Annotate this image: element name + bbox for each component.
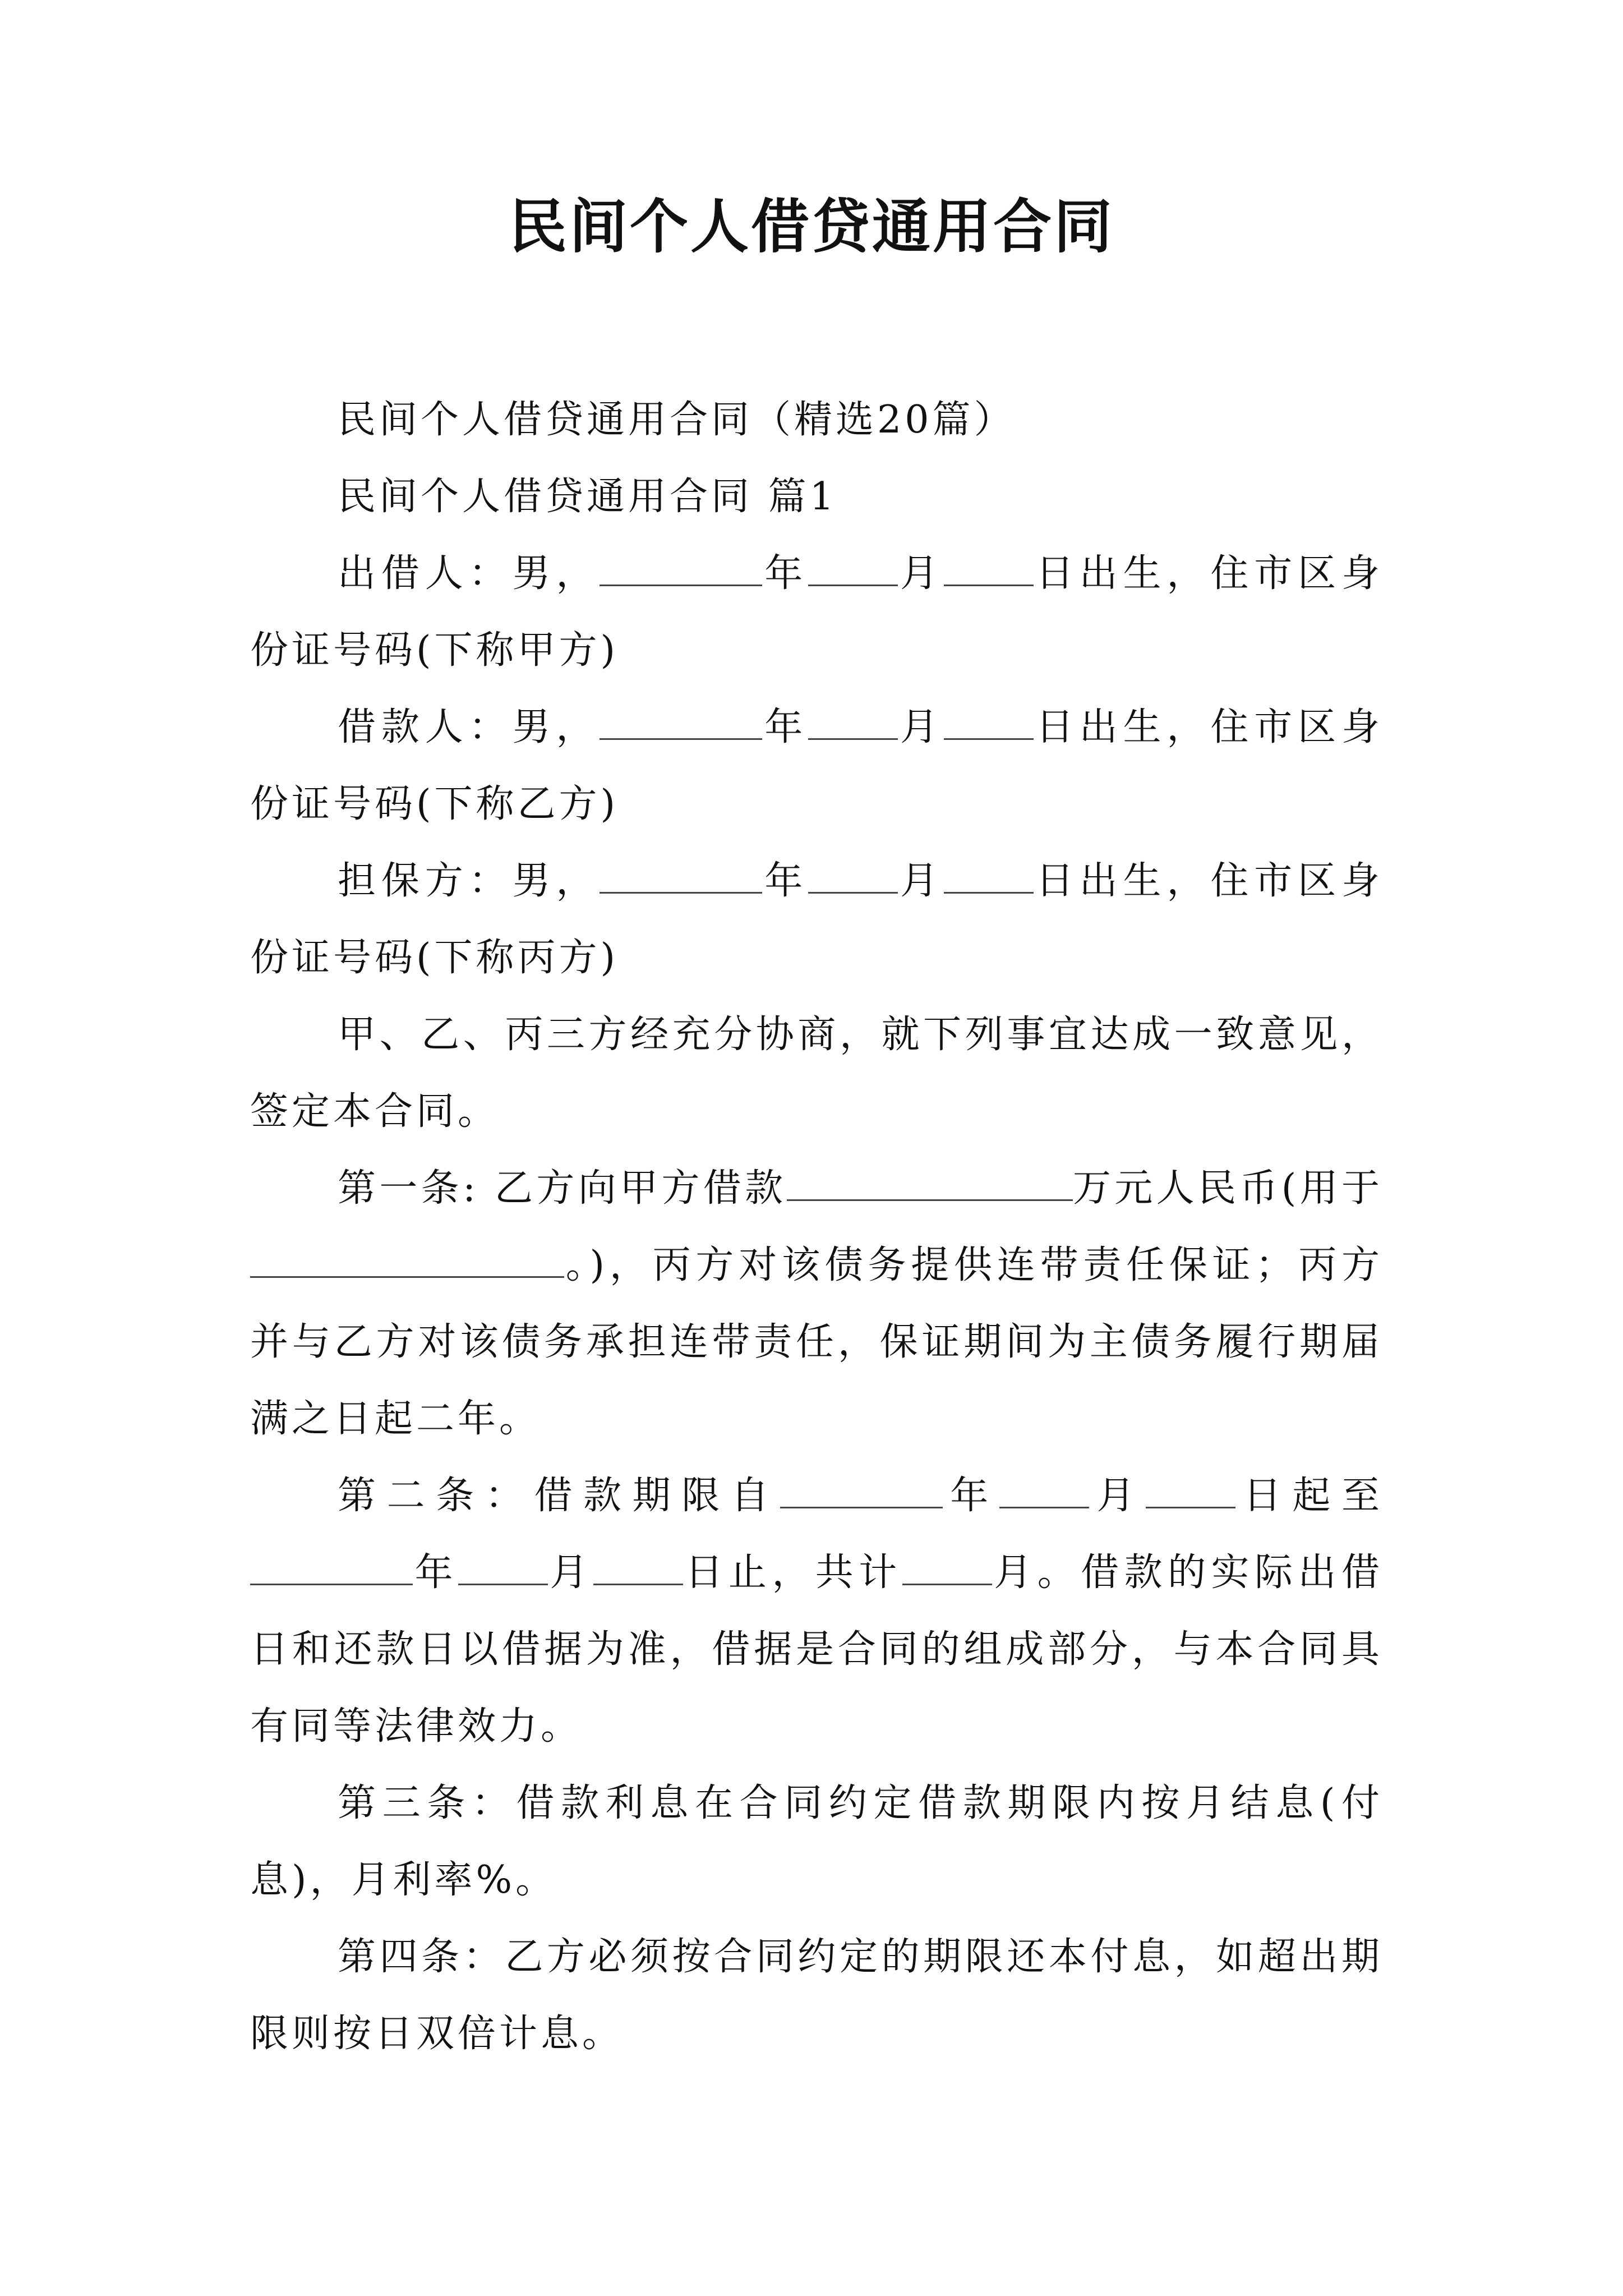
guarantor-day-text: 日出生，住市区身份证号码(下称丙方) — [250, 859, 1383, 980]
guarantor-paragraph — [250, 843, 1383, 996]
lender-month-text: 月 — [898, 551, 944, 596]
article-2-part-2: 年 — [942, 1474, 999, 1518]
end-day-blank — [593, 1550, 683, 1585]
loan-purpose-blank — [250, 1243, 564, 1278]
article-1 — [250, 1150, 1383, 1457]
document-body — [250, 381, 1383, 2072]
document-subtitle: 民间个人借贷通用合同（精选20篇） — [338, 398, 1016, 442]
start-year-blank — [780, 1473, 943, 1508]
start-day-blank — [1146, 1473, 1235, 1508]
guarantor-day-blank — [944, 858, 1034, 894]
article-2-part-4: 日起至 — [1235, 1474, 1383, 1518]
borrower-month-blank — [808, 705, 898, 740]
article-3: 第三条：借款利息在合同约定借款期限内按月结息(付息)，月利率%。 — [250, 1781, 1383, 1902]
article-2-part-8: 月。借款的实际出借日和还款日以借据为准，借据是合同的组成部分，与本合同具有同等法律效力。 — [250, 1550, 1383, 1749]
lender-paragraph — [250, 535, 1383, 689]
total-months-blank — [902, 1550, 992, 1585]
article-2-part-6: 月 — [547, 1550, 593, 1595]
article-2-part-3: 月 — [1089, 1474, 1146, 1518]
end-month-blank — [458, 1550, 548, 1585]
guarantor-label: 担保方：男， — [338, 859, 600, 903]
article-2-part-7: 日止，共计 — [683, 1550, 902, 1595]
article-2-part-5: 年 — [413, 1550, 458, 1595]
lender-day-text: 日出生，住市区身份证号码(下称甲方) — [250, 551, 1383, 673]
lender-month-blank — [808, 551, 898, 586]
document-title: 民间个人借贷通用合同 — [508, 192, 1114, 261]
guarantor-year-blank — [600, 858, 762, 894]
lender-label: 出借人：男， — [338, 551, 600, 596]
section-heading: 民间个人借贷通用合同 篇1 — [338, 475, 837, 519]
agreement-paragraph: 甲、乙、丙三方经充分协商，就下列事宜达成一致意见，签定本合同。 — [250, 1013, 1383, 1134]
borrower-paragraph — [250, 689, 1383, 843]
end-year-blank — [250, 1550, 413, 1585]
article-2 — [250, 1457, 1383, 1765]
guarantor-month-text: 月 — [898, 859, 944, 903]
article-4: 第四条：乙方必须按合同约定的期限还本付息，如超出期限则按日双倍计息。 — [250, 1935, 1383, 2056]
lender-year-text: 年 — [762, 551, 809, 596]
guarantor-month-blank — [808, 858, 898, 894]
lender-year-blank — [600, 551, 762, 586]
article-1-part-1: 第一条: 乙方向甲方借款 — [338, 1166, 787, 1211]
borrower-day-blank — [944, 705, 1034, 740]
borrower-month-text: 月 — [898, 705, 944, 749]
borrower-year-blank — [600, 705, 762, 740]
start-month-blank — [999, 1473, 1089, 1508]
borrower-year-text: 年 — [762, 705, 809, 749]
article-2-part-1: 第二条：借款期限自 — [338, 1474, 780, 1518]
article-1-part-2: 万元人民币(用于 — [1072, 1166, 1383, 1211]
borrower-day-text: 日出生，住市区身份证号码(下称乙方) — [250, 705, 1383, 826]
guarantor-year-text: 年 — [762, 859, 809, 903]
article-1-part-3: 。)，丙方对该债务提供连带责任保证；丙方并与乙方对该债务承担连带责任，保证期间为主债务履行期届满之日起二年。 — [250, 1243, 1383, 1441]
loan-amount-blank — [787, 1166, 1073, 1201]
lender-day-blank — [944, 551, 1034, 586]
borrower-label: 借款人：男， — [338, 705, 600, 749]
